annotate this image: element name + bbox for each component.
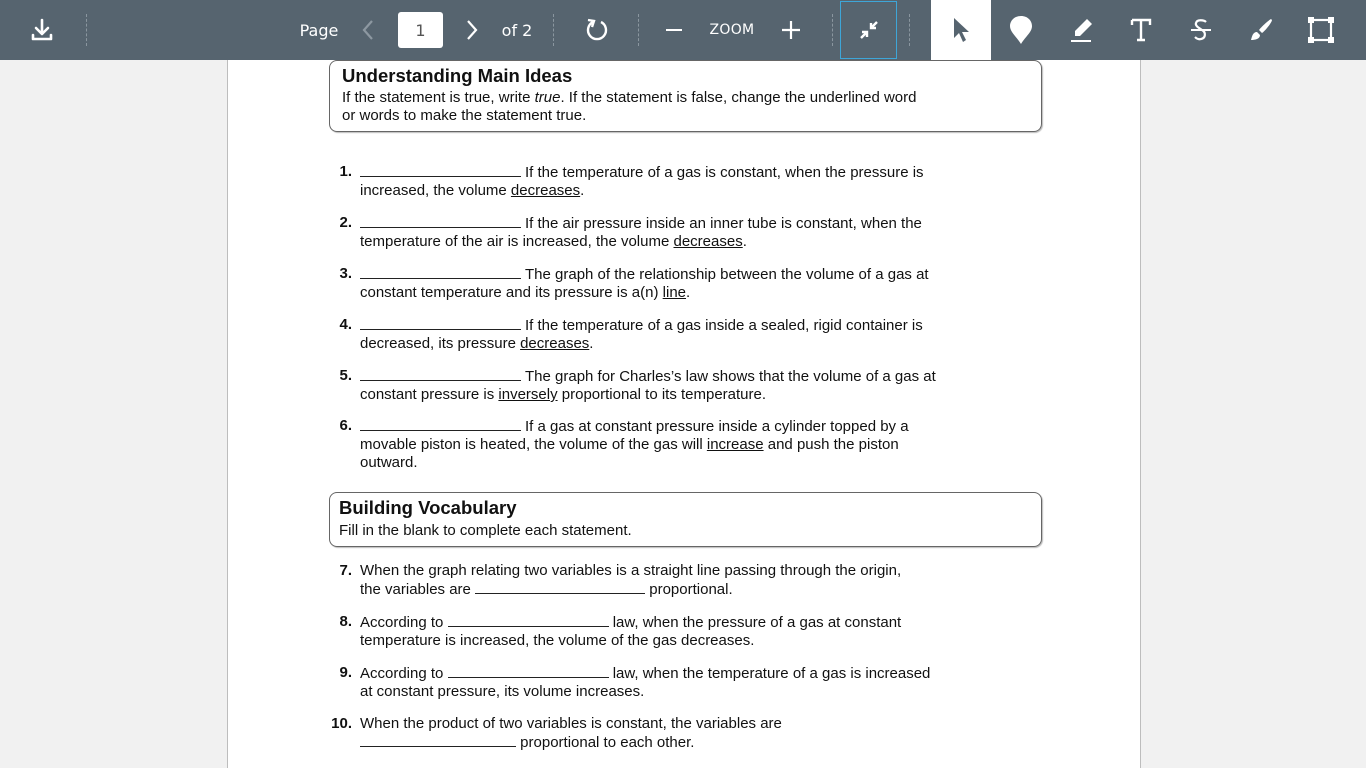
download-button[interactable]	[22, 0, 62, 60]
document-viewer[interactable]	[0, 60, 1366, 768]
question-line: .	[580, 182, 585, 199]
question-number: 7.	[339, 562, 352, 579]
question-line: If the temperature of a gas inside a sealed, rigid container is	[525, 317, 923, 334]
zoom-out-button[interactable]	[662, 0, 686, 60]
section-title: Building Vocabulary	[339, 497, 517, 518]
underlined-term: decreases	[520, 335, 590, 352]
question-number: 5.	[339, 367, 352, 384]
question-line: .	[742, 233, 747, 250]
underlined-term: decreases	[510, 182, 581, 199]
zoom-in-button[interactable]	[778, 0, 804, 60]
select-tool-button[interactable]	[931, 0, 991, 60]
instructions-text: If the statement is true, write	[342, 89, 535, 106]
question-line: According to	[360, 614, 448, 631]
question-text	[360, 265, 929, 302]
answer-blank[interactable]	[360, 417, 521, 431]
question-text	[360, 163, 924, 200]
question-line: temperature is increased, the volume of the gas decreases.	[360, 632, 755, 649]
question-text	[360, 417, 909, 472]
question-line: constant pressure is	[360, 386, 499, 403]
question-line: outward.	[360, 454, 418, 471]
strikethrough-icon	[1189, 17, 1213, 43]
question-line: If the air pressure inside an inner tube is constant, when the	[525, 215, 922, 232]
answer-blank[interactable]	[360, 163, 521, 177]
question-line: law, when the pressure of a gas at constant	[608, 614, 902, 631]
instructions-text: or words to make the statement true.	[342, 107, 587, 124]
question-line: movable piston is heated, the volume of the gas will	[360, 436, 707, 453]
section-instructions	[342, 89, 916, 125]
section-box-vocabulary	[329, 492, 1042, 547]
page-total: of 2	[501, 20, 533, 40]
toolbar-divider	[86, 14, 87, 46]
underlined-term: increase	[706, 436, 764, 453]
question-line: .	[686, 284, 691, 301]
minus-icon	[664, 20, 684, 40]
highlight-tool-button[interactable]	[1066, 0, 1096, 60]
collapse-icon	[857, 18, 881, 42]
question-number: 2.	[339, 214, 352, 231]
comment-tool-button[interactable]	[1005, 0, 1037, 60]
chevron-left-icon	[361, 19, 375, 41]
question-line: If a gas at constant pressure inside a cylinder topped by a	[525, 418, 909, 435]
pin-balloon-icon	[1009, 15, 1033, 45]
answer-blank[interactable]	[448, 613, 609, 627]
answer-blank[interactable]	[360, 265, 521, 279]
question-line: decreased, its pressure	[360, 335, 521, 352]
question-line: increased, the volume	[360, 182, 511, 199]
question-item	[330, 664, 970, 704]
question-item	[330, 417, 970, 477]
question-item	[330, 562, 970, 602]
question-number: 10.	[331, 715, 352, 732]
paintbrush-icon	[1248, 17, 1274, 43]
answer-blank[interactable]	[475, 580, 645, 594]
instructions-text: . If the statement is false, change the underlined word	[560, 89, 917, 106]
underlined-term: inversely	[498, 386, 558, 403]
text-t-icon	[1130, 17, 1152, 43]
next-page-button[interactable]	[460, 0, 484, 60]
page-label: Page	[299, 20, 339, 40]
draw-tool-button[interactable]	[1246, 0, 1276, 60]
answer-blank[interactable]	[360, 733, 516, 747]
toolbar-divider	[553, 14, 554, 46]
question-text	[360, 316, 923, 353]
previous-page-button[interactable]	[356, 0, 380, 60]
strikethrough-tool-button[interactable]	[1186, 0, 1216, 60]
answer-blank[interactable]	[360, 214, 521, 228]
highlighter-icon	[1068, 17, 1094, 43]
question-number: 4.	[339, 316, 352, 333]
question-text	[360, 715, 782, 752]
question-text	[360, 664, 930, 701]
question-number: 1.	[339, 163, 352, 180]
question-text	[360, 613, 901, 650]
question-text	[360, 367, 936, 404]
rectangle-shape-icon	[1307, 16, 1335, 44]
question-line: According to	[360, 665, 448, 682]
question-line: When the product of two variables is constant, the variables are	[360, 715, 782, 732]
rotate-button[interactable]	[582, 0, 612, 60]
question-number: 8.	[339, 613, 352, 630]
fit-page-button[interactable]	[840, 1, 897, 59]
download-icon	[30, 18, 54, 42]
answer-blank[interactable]	[448, 664, 609, 678]
question-line: proportional to each other.	[516, 734, 695, 751]
section-instructions: Fill in the blank to complete each statement.	[339, 522, 632, 539]
question-line: and push the piston	[763, 436, 899, 453]
question-text	[360, 214, 922, 251]
underlined-term: line	[662, 284, 687, 301]
page-number-input[interactable]	[398, 12, 443, 48]
question-line: temperature of the air is increased, the volume	[360, 233, 674, 250]
question-line: .	[589, 335, 594, 352]
question-line: proportional to its temperature.	[557, 386, 767, 403]
question-item	[330, 715, 970, 755]
chevron-right-icon	[465, 19, 479, 41]
question-text	[360, 562, 901, 599]
question-line: the variables are	[360, 581, 476, 598]
cursor-arrow-icon	[950, 16, 972, 44]
question-line: When the graph relating two variables is a straight line passing through the origin,	[360, 562, 902, 579]
answer-blank[interactable]	[360, 367, 521, 381]
question-line: law, when the temperature of a gas is increased	[608, 665, 931, 682]
question-number: 3.	[339, 265, 352, 282]
question-line: If the temperature of a gas is constant, when the pressure is	[525, 164, 924, 181]
rotate-icon	[584, 17, 610, 43]
question-line: constant temperature and its pressure is a(n)	[360, 284, 663, 301]
question-number: 9.	[339, 664, 352, 681]
question-number: 6.	[339, 417, 352, 434]
answer-blank[interactable]	[360, 316, 521, 330]
shape-tool-button[interactable]	[1306, 0, 1336, 60]
question-line: at constant pressure, its volume increases.	[360, 683, 645, 700]
pdf-page	[227, 60, 1141, 768]
question-line: The graph for Charles’s law shows that the volume of a gas at	[525, 368, 936, 385]
section-box-main-ideas	[329, 60, 1042, 132]
toolbar-divider	[638, 14, 639, 46]
question-line: proportional.	[645, 581, 733, 598]
pdf-toolbar	[0, 0, 1366, 60]
underlined-term: decreases	[673, 233, 743, 250]
zoom-label: ZOOM	[709, 22, 755, 38]
toolbar-divider	[832, 14, 833, 46]
question-line: The graph of the relationship between the volume of a gas at	[525, 266, 929, 283]
toolbar-divider	[909, 14, 910, 46]
text-tool-button[interactable]	[1126, 0, 1156, 60]
plus-icon	[780, 19, 802, 41]
question-item	[330, 613, 970, 653]
instructions-emphasis: true	[534, 89, 561, 106]
section-title: Understanding Main Ideas	[342, 65, 573, 86]
